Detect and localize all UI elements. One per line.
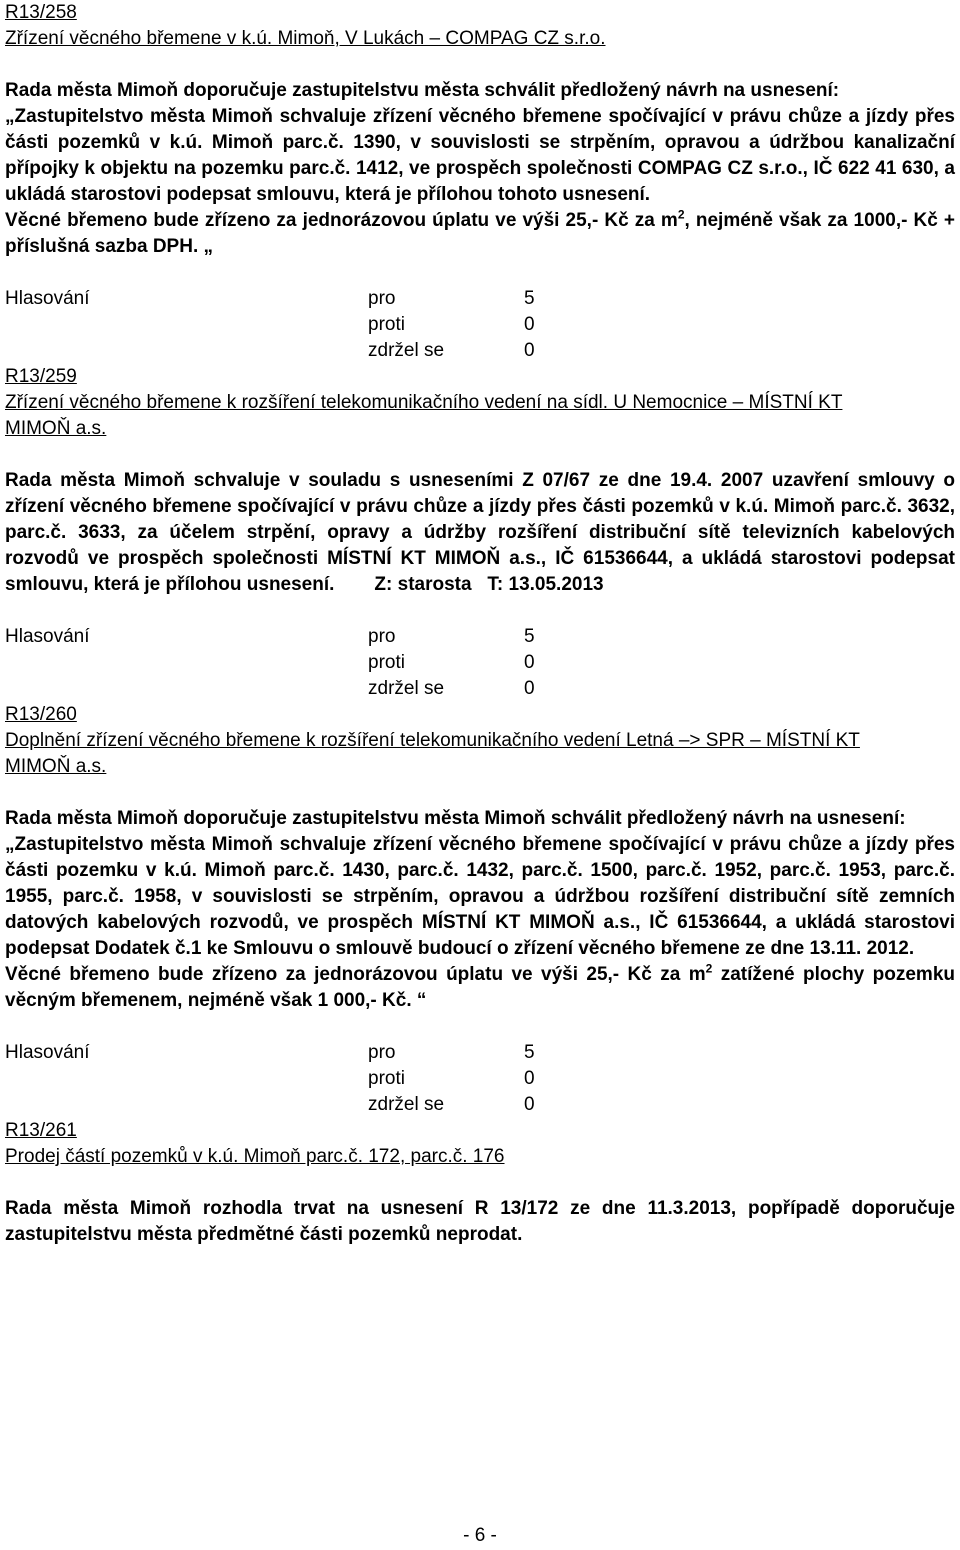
fee-text: Věcné břemeno bude zřízeno za jednorázovou úplatu ve výši 25,- Kč za m <box>5 210 678 231</box>
resolution-quote: „Zastupitelstvo města Mimoň schvaluje zřízení věcného břemene spočívající v právu chůze a jízdy přes části pozemku v k.ú. Mimoň parc.č. 1430, parc.č. 1432, parc.č. 1500, parc.č. 1952, parc.č. 1953, parc.č. 1955, parc.č. 1958, v souvislosti se strpěním, opravou a údržbou rozšíření distribuční sítě zemních datových kabelových rozvodů, ve prospěch MÍSTNÍ KT MIMOŇ a.s., IČ 61536644, a ukládá starostovi podepsat Dodatek č.1 ke Smlouvu o smlouvě budoucí o zřízení věcného břemene ze dne 13.11. 2012. <box>5 834 955 959</box>
vote-pro-value: 5 <box>524 1042 535 1063</box>
voting-block <box>5 1040 955 1118</box>
vote-zdrzel-label: zdržel se <box>368 340 445 361</box>
vote-proti-value: 0 <box>524 1068 535 1089</box>
document-page <box>5 0 955 1248</box>
resolution-quote: „Zastupitelstvo města Mimoň schvaluje zřízení věcného břemene spočívající v právu chůze a jízdy přes části pozemků v k.ú. Mimoň parc.č. 1390, v souvislosti se strpěním, opravou a údržbou kanalizační přípojky k objektu na pozemku parc.č. 1412, ve prospěch společnosti COMPAG CZ s.r.o., IČ 622 41 630, a ukládá starostovi podepsat smlouvu, která je přílohou tohoto usnesení. <box>5 106 955 205</box>
resolution-r261 <box>5 1118 955 1248</box>
resolution-body: Rada města Mimoň rozhodla trvat na usnesení R 13/172 ze dne 11.3.2013, popřípadě doporučuje zastupitelstvu města předmětné části pozemků neprodat. <box>5 1198 955 1245</box>
vote-proti-value: 0 <box>524 652 535 673</box>
vote-pro-value: 5 <box>524 626 535 647</box>
resolution-r259 <box>5 364 955 598</box>
resolution-intro: Rada města Mimoň doporučuje zastupitelstvu města schválit předložený návrh na usnesení: <box>5 80 840 101</box>
vote-proti-value: 0 <box>524 314 535 335</box>
resolution-title: Zřízení věcného břemene v k.ú. Mimoň, V Lukách – COMPAG CZ s.r.o. <box>5 28 606 49</box>
fee-superscript: 2 <box>677 207 685 222</box>
vote-label: Hlasování <box>5 288 90 309</box>
vote-label: Hlasování <box>5 1042 90 1063</box>
resolution-r258 <box>5 0 955 260</box>
resolution-title: Doplnění zřízení věcného břemene k rozšíření telekomunikačního vedení Letná –> SPR – MÍSTNÍ KT MIMOŇ a.s. <box>5 730 860 777</box>
vote-pro-value: 5 <box>524 288 535 309</box>
vote-proti-label: proti <box>368 1068 405 1089</box>
resolution-id: R13/258 <box>5 2 77 23</box>
vote-zdrzel-label: zdržel se <box>368 678 445 699</box>
resolution-deadline: Z: starosta T: 13.05.2013 <box>374 574 604 595</box>
fee-text: Věcné břemeno bude zřízeno za jednorázovou úplatu ve výši 25,- Kč za m <box>5 964 706 985</box>
vote-proti-label: proti <box>368 314 405 335</box>
fee-text-end: zatížené plochy pozemku věcným břemenem, nejméně však 1 000,- Kč. “ <box>5 964 956 1011</box>
page-number: - 6 - <box>463 1525 497 1546</box>
voting-block <box>5 624 955 702</box>
fee-superscript: 2 <box>705 961 713 976</box>
resolution-fee <box>5 962 955 1014</box>
resolution-id: R13/261 <box>5 1120 77 1141</box>
resolution-title: Zřízení věcného břemene k rozšíření telekomunikačního vedení na sídl. U Nemocnice – MÍSTNÍ KT MIMOŇ a.s. <box>5 392 843 439</box>
resolution-body-text: Rada města Mimoň schvaluje v souladu s usneseními Z 07/67 ze dne 19.4. 2007 uzavření smlouvy o zřízení věcného břemene spočívající v právu chůze a jízdy přes části pozemků v k.ú. Mimoň parc.č. 3632, parc.č. 3633, za účelem strpění, opravy a údržby rozšíření distribuční sítě televizních kabelových rozvodů ve prospěch společnosti MÍSTNÍ KT MIMOŇ a.s., IČ 61536644, a ukládá starostovi podepsat smlouvu, která je přílohou usnesení. <box>5 470 955 595</box>
vote-pro-label: pro <box>368 288 396 309</box>
resolution-intro: Rada města Mimoň doporučuje zastupitelstvu města Mimoň schválit předložený návrh na usnesení: <box>5 808 906 829</box>
vote-pro-label: pro <box>368 1042 396 1063</box>
vote-label: Hlasování <box>5 626 90 647</box>
fee-text-end: , nejméně však za 1000,- Kč + příslušná sazba DPH. „ <box>5 210 955 257</box>
resolution-id: R13/260 <box>5 704 77 725</box>
vote-zdrzel-value: 0 <box>524 678 535 699</box>
vote-zdrzel-value: 0 <box>524 1094 535 1115</box>
voting-block <box>5 286 955 364</box>
vote-zdrzel-value: 0 <box>524 340 535 361</box>
resolution-title: Prodej částí pozemků v k.ú. Mimoň parc.č. 172, parc.č. 176 <box>5 1146 505 1167</box>
vote-pro-label: pro <box>368 626 396 647</box>
resolution-r260 <box>5 702 955 1014</box>
resolution-body <box>5 468 955 598</box>
resolution-fee <box>5 208 955 260</box>
vote-zdrzel-label: zdržel se <box>368 1094 445 1115</box>
resolution-id: R13/259 <box>5 366 77 387</box>
vote-proti-label: proti <box>368 652 405 673</box>
